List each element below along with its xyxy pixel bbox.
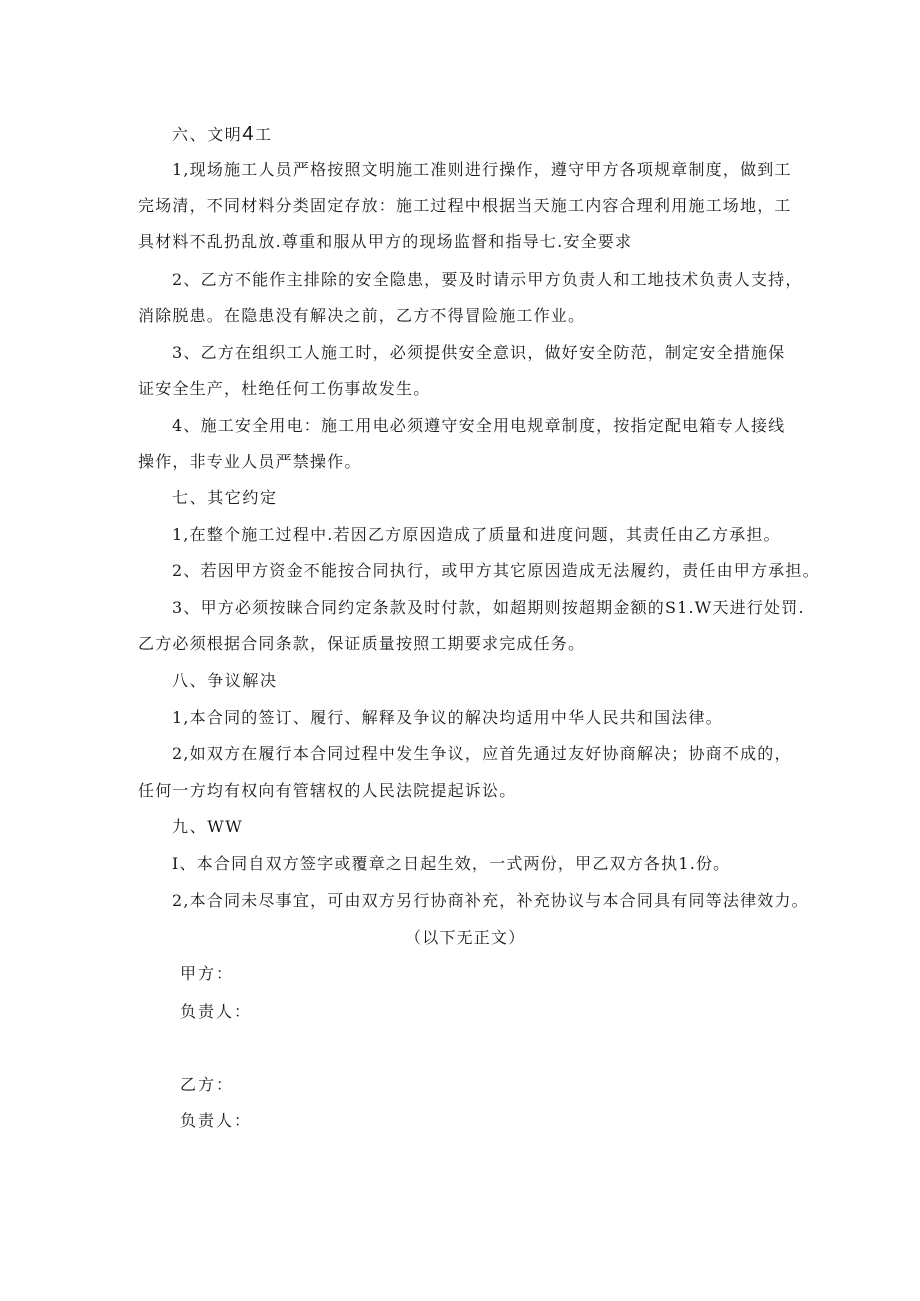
party-a-representative-label: 负责人： <box>180 1002 253 1021</box>
section-6-heading <box>172 124 273 145</box>
section-8-heading: 八、争议解决 <box>172 671 278 690</box>
paragraph-line: 具材料不乱扔乱放.尊重和服从甲方的现场监督和指导七.安全要求 <box>138 232 633 251</box>
section-9-heading: 九、WW <box>172 817 244 836</box>
paragraph-line: 消除脱患。在隐患没有解决之前，乙方不得冒险施工作业。 <box>138 306 586 325</box>
section-7-heading: 七、其它约定 <box>172 488 278 507</box>
paragraph-line: 2,本合同未尽事宜，可由双方另行协商补充，补充协议与本合同具有同等法律效力。 <box>172 891 809 910</box>
section-6-heading-number: 4 <box>242 123 256 145</box>
paragraph-line: 1,本合同的签订、履行、解释及争议的解决均适用中华人民共和国法律。 <box>172 708 723 727</box>
paragraph-line: 证安全生产，杜绝任何工伤事故发生。 <box>138 379 431 398</box>
paragraph-line: 任何一方均有权向有管辖权的人民法院提起诉讼。 <box>138 781 517 800</box>
paragraph-line: 1,现场施工人员严格按照文明施工准则进行操作，遵守甲方各项规章制度，做到工 <box>172 160 792 179</box>
paragraph-line: 3、乙方在组织工人施工时，必须提供安全意识，做好安全防范，制定安全措施保 <box>172 343 786 362</box>
paragraph-line: 2,如双方在履行本合同过程中发生争议，应首先通过友好协商解决；协商不成的， <box>172 744 792 763</box>
paragraph-line: I、本合同自双方签字或覆章之日起生效，一式两份，甲乙双方各执1.份。 <box>172 854 731 873</box>
end-of-text-note: （以下无正文） <box>405 928 526 947</box>
party-a-label: 甲方： <box>180 964 235 983</box>
paragraph-line: 完场清，不同材料分类固定存放：施工过程中根据当天施工内容合理利用施工场地，工 <box>138 196 792 215</box>
paragraph-line: 3、甲方必须按睐合同约定条款及时付款，如超期则按超期金额的S1.W天进行处罚. <box>172 598 805 617</box>
party-b-label: 乙方： <box>180 1075 235 1094</box>
paragraph-line: 操作，非专业人员严禁操作。 <box>138 452 362 471</box>
paragraph-line: 2、乙方不能作主排除的安全隐患，要及时请示甲方负责人和工地技术负责人支持， <box>172 270 803 289</box>
paragraph-line: 4、施工安全用电：施工用电必须遵守安全用电规章制度，按指定配电箱专人接线 <box>172 416 786 435</box>
section-6-heading-prefix: 六、文明 <box>172 125 243 144</box>
section-6-heading-suffix: 工 <box>255 125 273 144</box>
party-b-representative-label: 负责人： <box>180 1111 253 1130</box>
paragraph-line: 1,在整个施工过程中.若因乙方原因造成了质量和进度问题，其责任由乙方承担。 <box>172 525 781 544</box>
paragraph-line: 2、若因甲方资金不能按合同执行，或甲方其它原因造成无法履约，责任由甲方承担。 <box>172 561 820 580</box>
paragraph-line: 乙方必须根据合同条款，保证质量按照工期要求完成任务。 <box>138 634 586 653</box>
